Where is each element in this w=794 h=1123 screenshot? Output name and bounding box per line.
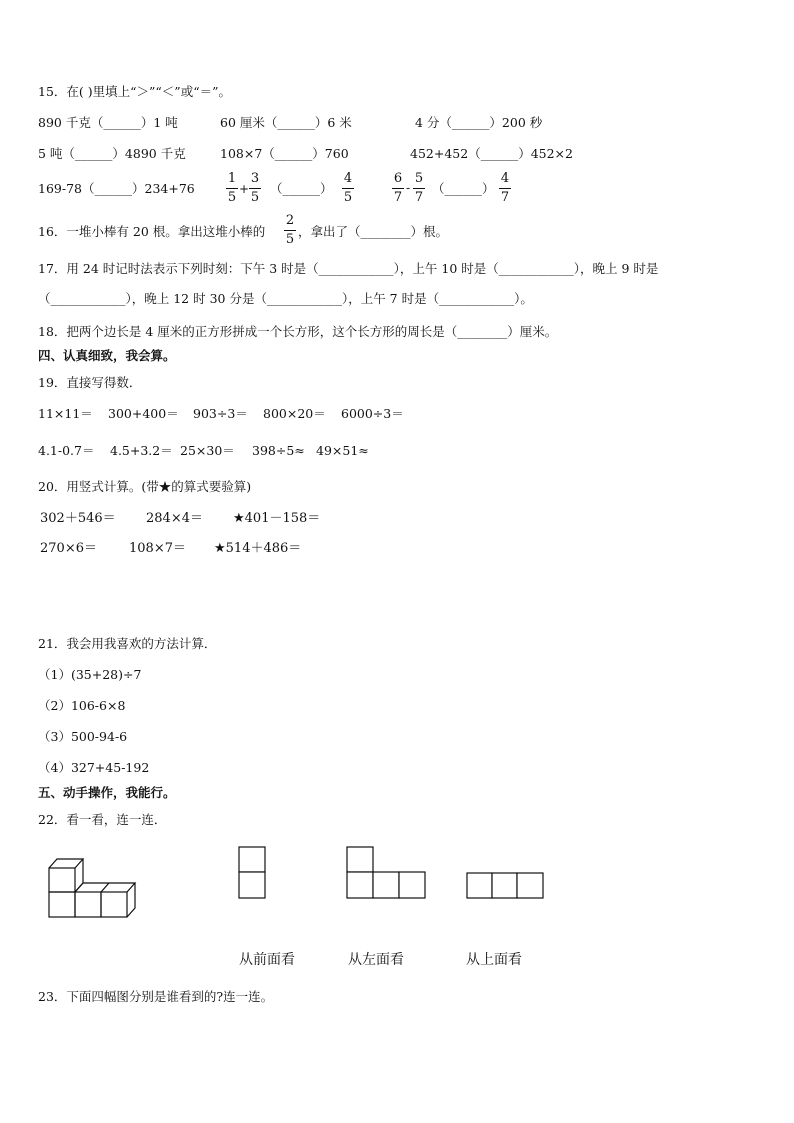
q16-text-after: ，拿出了（________）根。 — [298, 224, 449, 239]
view-label-left[interactable]: 从左面看 — [348, 952, 404, 968]
calc-item: 49×51≈ — [316, 443, 369, 458]
q15-item-4: 5 吨（______）4890 千克 — [38, 146, 186, 161]
q17-line-2: （____________），晚上 12 时 30 分是（____________），上午 7 时是（____________）。 — [38, 291, 533, 306]
section-heading: 五、动手操作，我能行。 — [38, 785, 176, 800]
q15-item-5: 108×7（______）760 — [220, 146, 349, 161]
calc-item: 398÷5≈ — [252, 443, 305, 458]
fraction: 6 7 — [393, 171, 403, 205]
q21-title: 21．我会用我喜欢的方法计算． — [38, 636, 217, 651]
view-label-top[interactable]: 从上面看 — [466, 952, 522, 968]
view-grid-3[interactable] — [466, 872, 546, 900]
q15-item-3: 4 分（______）200 秒 — [415, 115, 543, 130]
calc-item: 300+400＝ — [108, 406, 179, 421]
calc-item: 270×6＝ — [40, 541, 97, 556]
list-item: （1）(35+28)÷7 — [38, 667, 142, 682]
calc-item: 284×4＝ — [146, 511, 203, 526]
view-label-front[interactable]: 从前面看 — [239, 952, 295, 968]
list-item: （3）500-94-6 — [38, 729, 128, 744]
q15-title: 15．在( )里填上“＞”“＜”或“＝”。 — [38, 84, 231, 99]
calc-item: 25×30＝ — [180, 443, 235, 458]
q17-line-1: 17．用 24 时记时法表示下列时刻：下午 3 时是（____________），上午 10 时是（____________），晚上 9 时是 — [38, 261, 659, 276]
fraction: 4 7 — [500, 171, 510, 205]
calc-item: 4.5+3.2＝ — [110, 443, 173, 458]
calc-item: 11×11＝ — [38, 406, 93, 421]
calc-item: 4.1-0.7＝ — [38, 443, 95, 458]
calc-item: 800×20＝ — [263, 406, 326, 421]
calc-item: 108×7＝ — [129, 541, 186, 556]
q15-item-6: 452+452（______）452×2 — [410, 146, 573, 161]
list-item: （2）106-6×8 — [38, 698, 126, 713]
section-heading: 四、认真细致，我会算。 — [38, 348, 176, 363]
view-grid-2[interactable] — [346, 846, 428, 900]
calc-item: 6000÷3＝ — [341, 406, 404, 421]
q22-title: 22．看一看，连一连． — [38, 812, 167, 827]
list-item: （4）327+45-192 — [38, 760, 150, 775]
q23-title: 23．下面四幅图分别是谁看到的?连一连。 — [38, 989, 274, 1004]
fraction: 3 5 — [250, 171, 260, 205]
calc-item: ★401－158＝ — [233, 511, 321, 526]
q15-item-7: 169-78（______）234+76 — [38, 181, 195, 196]
q18-text: 18．把两个边长是 4 厘米的正方形拼成一个长方形，这个长方形的周长是（________）厘米。 — [38, 324, 558, 339]
calc-item: 903÷3＝ — [193, 406, 248, 421]
calc-item: 302＋546＝ — [40, 511, 116, 526]
answer-blank[interactable]: （______） — [432, 181, 495, 196]
answer-blank[interactable]: （______） — [270, 181, 333, 196]
q15-item-2: 60 厘米（______）6 米 — [220, 115, 352, 130]
q16-text-before: 16．一堆小棒有 20 根。拿出这堆小棒的 — [38, 224, 266, 239]
fraction: 2 5 — [285, 213, 295, 247]
fraction: 4 5 — [343, 171, 353, 205]
minus-sign: - — [406, 181, 411, 195]
cube-stack-figure — [45, 852, 140, 922]
view-grid-1[interactable] — [238, 846, 268, 900]
fraction: 1 5 — [227, 171, 237, 205]
q20-title: 20．用竖式计算。(带★的算式要验算) — [38, 479, 252, 494]
plus-sign: + — [239, 182, 250, 196]
fraction: 5 7 — [414, 171, 424, 205]
calc-item: ★514＋486＝ — [214, 541, 302, 556]
q15-item-1: 890 千克（______）1 吨 — [38, 115, 178, 130]
q19-title: 19．直接写得数． — [38, 375, 142, 390]
